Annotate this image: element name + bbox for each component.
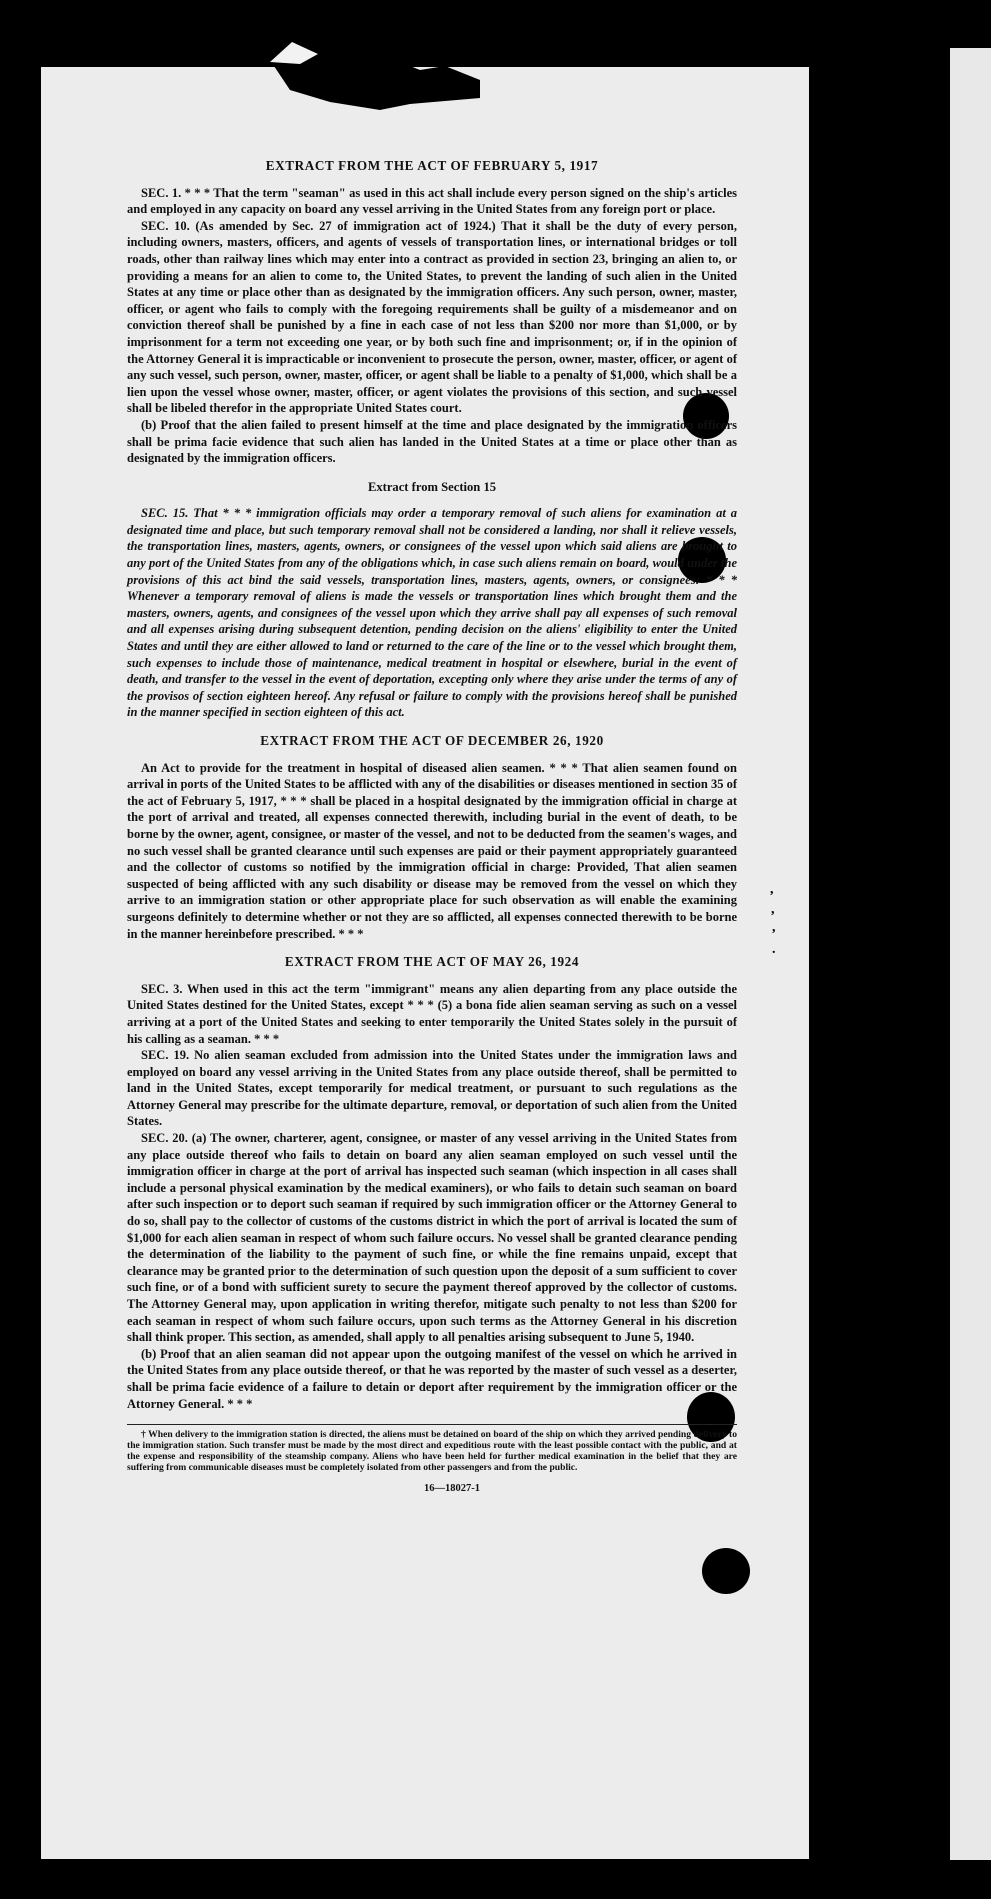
paragraph-sec-1: SEC. 1. * * * That the term "seaman" as used in this act shall include every person signed on the ship's articles and employed in any capacity on board any vessel arriving in the United States from any foreign port or place. bbox=[127, 185, 737, 217]
paragraph-sec-20a: SEC. 20. (a) The owner, charterer, agent, consignee, or master of any vessel arriving in the United States from any place outside thereof who fails to detain on board any alien seaman employed on such vessel until the immigration officer in charge at the port of arrival has inspected such seaman (which inspection in all cases shall include a personal physical examination by the medical examiners), or who fails to detain such seaman on board after such inspection or to deport such seaman if required by such immigration officer or the Attorney General to do so, shall pay to the collector of customs of the customs district in which the port of arrival is located the sum of $1,000 for each alien seaman in respect of whom such failure occurs. No vessel shall be granted clearance pending the determination of the liability to the payment of such fine, or while the fine remains unpaid, except that clearance may be granted prior to the determination of such question upon the deposit of a sum sufficient to cover such fine, or of a bond with sufficient surety to secure the payment thereof approved by the collector of customs. The Attorney General may, upon application in writing therefor, mitigate such penalty to not less than $200 for each seaman in respect of whom such failure occurs, upon such terms as the Attorney General in his discretion shall think proper. This section, as amended, shall apply to all penalties arising subsequent to June 5, 1940. bbox=[127, 1131, 737, 1345]
paragraph-proof-b: (b) Proof that the alien failed to present himself at the time and place designated by the immigration officers shall be prima facie evidence that such alien has landed in the United States at a time or place other than as designated by the immigration officers. bbox=[127, 417, 737, 466]
paragraph-1920: An Act to provide for the treatment in hospital of diseased alien seamen. * * * That alien seamen found on arrival in ports of the United States to be afflicted with any of the disabilities or diseases mentioned in section 35 of the act of February 5, 1917, * * * shall be placed in a hospital designated by the immigration official in charge at the port of arrival and treated, all expenses connected therewith, including burial in the event of death, to be borne by the owner, agent, consignee, or master of the vessel, and not to be deducted from the seamen's wages, and no such vessel shall be granted clearance until such expenses are paid or their payment appropriately guaranteed and the collector of customs so notified by the immigration official in charge: Provided, That alien seamen suspected of being afflicted with any such disability or disease may be removed from the vessel on which they arrive to an immigration station or other appropriate place for such observation as will enable the examining surgeons definitely to determine whether or not they are so afflicted, all expenses connected therewith to be borne in the manner hereinbefore prescribed. * * * bbox=[127, 760, 737, 941]
adjacent-page-edge bbox=[950, 48, 991, 1860]
heading-act-1924: EXTRACT FROM THE ACT OF MAY 26, 1924 bbox=[284, 954, 580, 970]
paragraph-sec-3: SEC. 3. When used in this act the term "immigrant" means any alien departing from any place outside the United States destined for the United States, except * * * (5) a bona fide alien seaman serving as such on a vessel arriving at a port of the United States and seeking to enter temporarily the United States solely in the pursuit of his calling as a seaman. * * * bbox=[127, 981, 737, 1046]
paragraph-sec-19: SEC. 19. No alien seaman excluded from admission into the United States under the immigration laws and employed on board any vessel arriving in the United States from any place outside thereof, shall be permitted to land in the United States, except temporarily for medical treatment, or pursuant to such regulations as the Attorney General may prescribe for the ultimate departure, removal, or deportation of such alien from the United States. bbox=[127, 1048, 737, 1129]
margin-mark-2: , bbox=[771, 902, 775, 917]
document-content bbox=[127, 158, 737, 1498]
paragraph-sec-10: SEC. 10. (As amended by Sec. 27 of immigration act of 1924.) That it shall be the duty of every person, including owners, masters, officers, and agents of vessels of transportation lines, or international bridges or toll roads, other than railway lines which may enter into a contract as provided in section 23, bringing an alien to, or providing a means for an alien to come to, the United States, to prevent the landing of such alien in the United States at any time or place other than as designated by the immigration officers. Any such person, owner, master, officer, or agent who fails to comply with the foregoing requirements shall be guilty of a misdemeanor and on conviction thereof shall be punished by a fine in each case of not less than $200 nor more than $1,000, or by imprisonment for a term not exceeding one year, or by both such fine and imprisonment; or, if in the opinion of the Attorney General it is impracticable or inconvenient to prosecute the person, owner, master, officer, or agent of any such vessel, such person, owner, master, officer, or agent shall be liable to a penalty of $1,000, which shall be a lien upon the vessel whose owner, master, officer, or agent violates the provisions of this section, and such vessel shall be libeled therefor in the appropriate United States court. bbox=[127, 218, 737, 416]
punch-hole-4 bbox=[702, 1548, 750, 1594]
footnote: † When delivery to the immigration station is directed, the aliens must be detained on board of the ship on which they arrived pending delivery to the immigration station. Such transfer must be made by the most direct and expeditious route with the least possible contact with the public, and at the expense and responsibility of the steamship company. Aliens who have been held for further medical examination in the belief that they are suffering from communicable diseases must be completely isolated from other passengers and from the public. bbox=[127, 1424, 737, 1473]
paragraph-sec-15: SEC. 15. That * * * immigration officials may order a temporary removal of such aliens for examination at a designated time and place, but such temporary removal shall not be considered a landing, nor shall it relieve vessels, the transportation lines, masters, agents, owners, or consignees of the vessel upon which said aliens are brought to any port of the United States from any of the obligations which, in case such aliens remain on board, would under the provisions of this act bind the said vessels, transportation lines, masters, agents, owners, or consignees: * * * Whenever a temporary removal of aliens is made the vessels or transportation lines which brought them and the masters, owners, agents, and consignees of the vessel upon which they arrive shall pay all expenses of such removal and all expenses arising during subsequent detention, pending decision on the aliens' eligibility to enter the United States and until they are either allowed to land or returned to the care of the line or to the vessel which brought them, such expenses to include those of maintenance, medical treatment in hospital or elsewhere, burial in the event of death, and transfer to the vessel in the event of deportation, excepting only where they arise under the terms of any of the provisos of section eighteen hereof. Any refusal or failure to comply with the provisions hereof shall be punished in the manner specified in section eighteen of this act. bbox=[127, 506, 737, 720]
section-act-1917 bbox=[127, 158, 737, 467]
document-number: 16—18027-1 bbox=[424, 1483, 480, 1495]
subheading-section-15: Extract from Section 15 bbox=[367, 479, 497, 494]
margin-mark-4: . bbox=[772, 942, 776, 957]
margin-mark-1: , bbox=[770, 882, 774, 897]
torn-corner bbox=[270, 40, 480, 120]
section-act-1920 bbox=[127, 733, 737, 942]
margin-mark-3: , bbox=[772, 920, 776, 935]
heading-act-1920: EXTRACT FROM THE ACT OF DECEMBER 26, 1920 bbox=[260, 733, 604, 748]
paragraph-sec-20b: (b) Proof that an alien seaman did not appear upon the outgoing manifest of the vessel on which he arrived in the United States from any place outside thereof, or that he was reported by the master of such vessel as a deserter, shall be prima facie evidence of a failure to detain or deport after requirement by the immigration officer or the Attorney General. * * * bbox=[127, 1346, 737, 1411]
section-15-extract bbox=[127, 479, 737, 721]
section-act-1924 bbox=[127, 954, 737, 1412]
heading-act-1917: EXTRACT FROM THE ACT OF FEBRUARY 5, 1917 bbox=[265, 158, 599, 173]
